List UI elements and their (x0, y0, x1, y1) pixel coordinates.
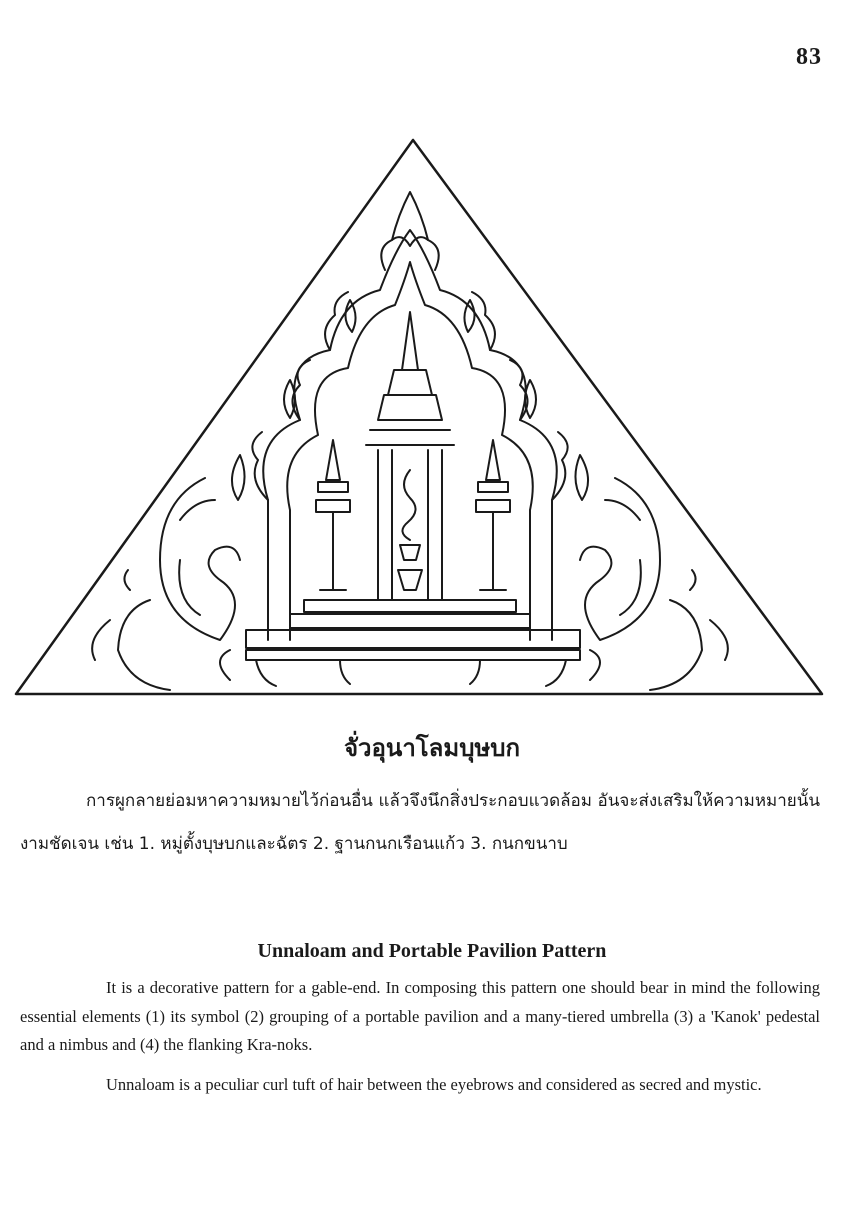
english-paragraph-2: Unnaloam is a peculiar curl tuft of hair between the eyebrows and considered as secred and mystic. (106, 1074, 762, 1094)
english-heading: Unnaloam and Portable Pavilion Pattern (257, 940, 607, 962)
tiered-umbrella-right (476, 440, 510, 590)
flame-finial (392, 192, 428, 246)
unnaloam-symbol (400, 470, 420, 560)
pavilion-spire (402, 312, 418, 370)
thai-paragraph-block (20, 780, 820, 866)
kranok-scroll-left (92, 478, 240, 690)
page-number: 83 (796, 44, 822, 70)
arch-frame (263, 230, 557, 640)
kranok-scroll-right (580, 478, 728, 690)
english-body (20, 974, 820, 1110)
tiered-umbrella-left (316, 440, 350, 590)
pavilion-pillars (378, 450, 442, 600)
thai-caption: จั่วอุนาโลมบุษบก (343, 734, 521, 762)
gable-triangle (16, 140, 822, 694)
thai-paragraph: การผูกลายย่อมหาความหมายไว้ก่อนอื่น แล้วจึงนึกสิ่งประกอบแวดล้อม อันจะส่งเสริมให้ความหมายนั้นงามชัดเจน เช่น 1. หมู่ตั้งบุษบกและฉัตร 2. ฐานกนกเรือนแก้ว 3. กนกขนาบ (20, 791, 820, 854)
english-paragraph-1: It is a decorative pattern for a gable-end. In composing this pattern one should bear in mind the following essential elements (1) its symbol (2) grouping of a portable pavilion and a many-tiered umbrella (3) a 'Kanok' pedestal and a nimbus and (4) the flanking Kra-noks. (20, 978, 820, 1054)
